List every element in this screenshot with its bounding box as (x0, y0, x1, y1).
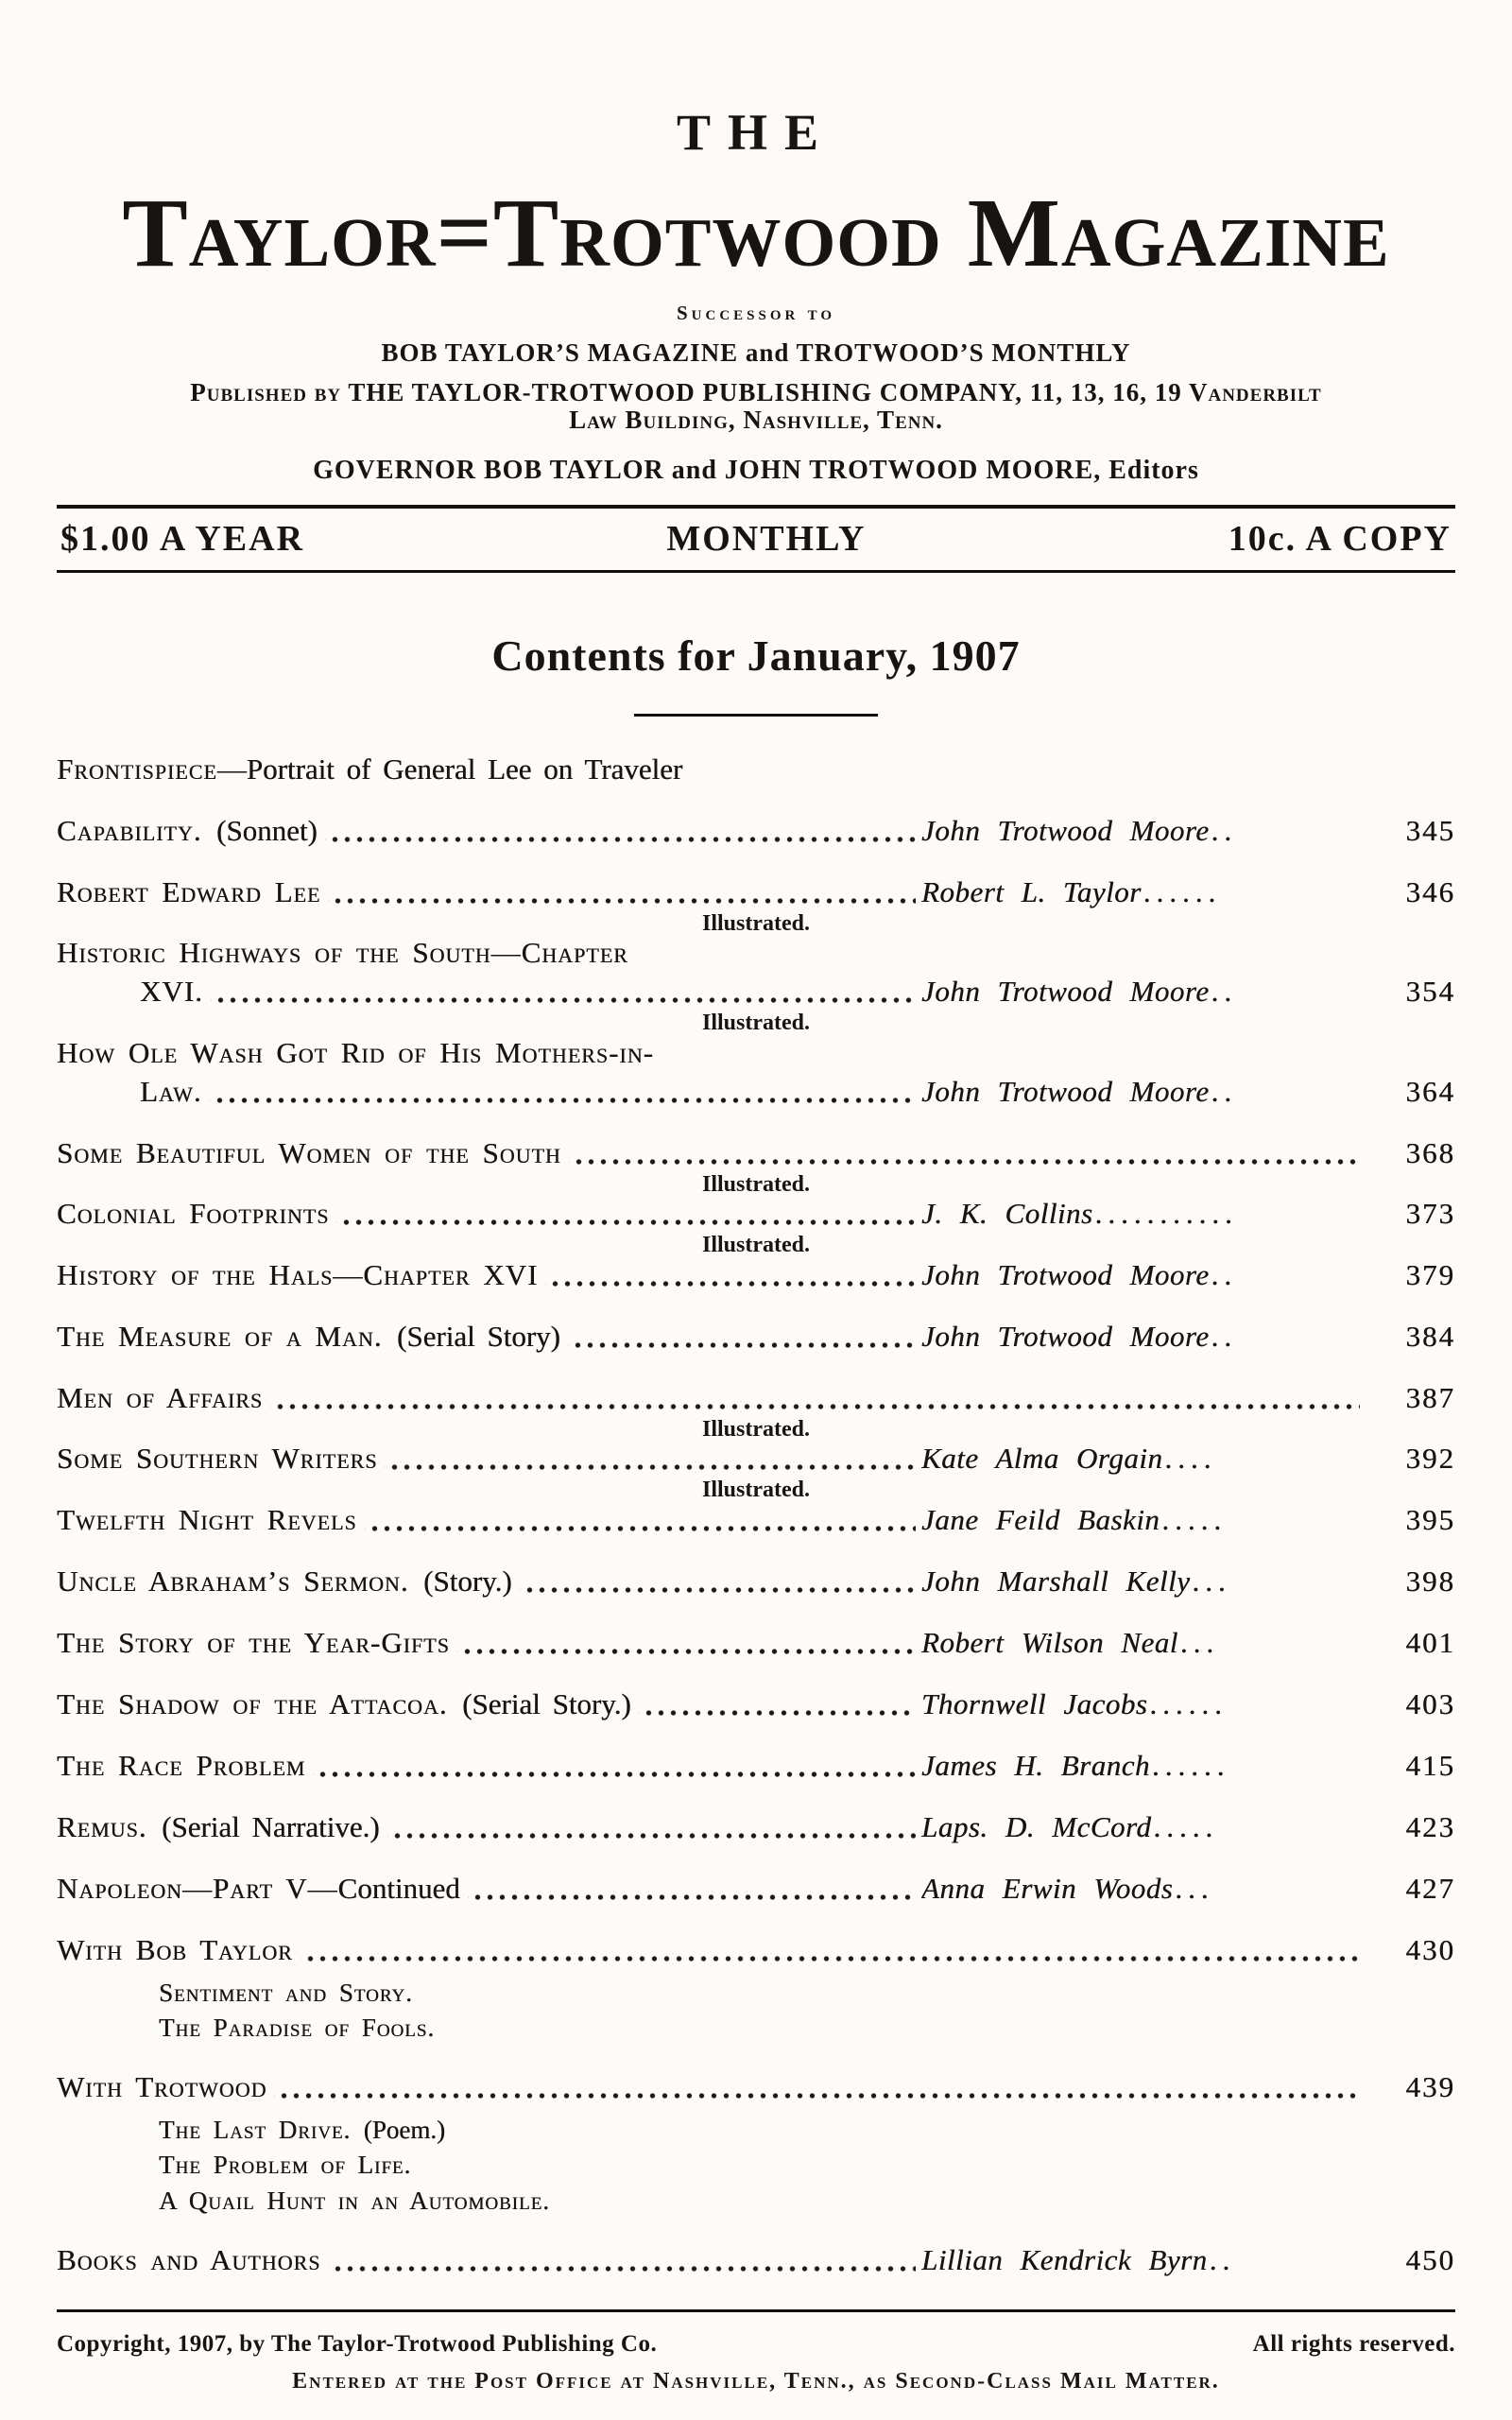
dotted-leader (313, 1749, 916, 1783)
toc-entry-author-zone (921, 2243, 1366, 2277)
toc-entry-page-number: 430 (1405, 1932, 1455, 1966)
toc-entry-title (57, 1075, 202, 1109)
toc-sub-item (159, 1979, 1455, 2008)
toc-entry (57, 1197, 1455, 1259)
toc-entry-page-number: 379 (1405, 1257, 1455, 1291)
dotted-leader (336, 1197, 916, 1231)
toc-entry-title-note: (Serial Story.) (447, 1686, 631, 1720)
toc-entry (57, 1749, 1455, 1783)
toc-entry-row (57, 1503, 1455, 1537)
toc-entry (57, 1136, 1455, 1199)
toc-entry-page-number: 384 (1405, 1319, 1455, 1353)
toc-entry-page-number: 392 (1405, 1442, 1455, 1476)
toc-entry-title-text: Robert Edward Lee (57, 874, 321, 908)
toc-entry-row (57, 1687, 1455, 1721)
dotted-leader (639, 1687, 916, 1721)
toc-entry-author-zone (921, 1320, 1366, 1354)
toc-entry-title-line1: Historic Highways of the South—Chapter (57, 936, 628, 970)
toc-entry-author: J. K. Collins (921, 1197, 1093, 1231)
price-per-year: $1.00 A YEAR (60, 519, 305, 560)
toc-entry-author-zone (921, 1197, 1366, 1231)
dotted-leader (325, 814, 916, 848)
toc-entry-row (57, 2070, 1455, 2104)
toc-entry-title-text: Books and Authors (57, 2243, 321, 2277)
toc-entry-title (57, 1564, 512, 1599)
toc-entry-row (57, 752, 1455, 786)
toc-entry-title-text: With Trotwood (57, 2070, 267, 2104)
toc-sub-text: A Quail Hunt in an Automobile. (159, 2186, 550, 2215)
toc-sub-item (159, 2014, 1455, 2043)
toc-list (57, 752, 1455, 2277)
dotted-leader (457, 1626, 916, 1660)
illustrated-label: Illustrated. (702, 1011, 810, 1036)
toc-entry-author: Robert Wilson Neal (921, 1625, 1178, 1659)
toc-entry-title (57, 1872, 460, 1906)
toc-entry (57, 1933, 1455, 2044)
toc-entry-author: John Trotwood Moore (921, 1319, 1210, 1353)
dotted-leader (468, 1872, 916, 1906)
author-trailing-dots: .... (1164, 1442, 1217, 1476)
toc-entry (57, 1036, 1455, 1109)
author-trailing-dots: ... (1179, 1625, 1220, 1659)
toc-entry-title (57, 975, 203, 1009)
toc-entry-title-text: Remus. (57, 1809, 147, 1843)
toc-entry (57, 1687, 1455, 1721)
toc-entry-row (57, 1810, 1455, 1844)
toc-entry-title-text: The Race Problem (57, 1748, 306, 1782)
toc-entry-author: John Marshall Kelly (921, 1564, 1191, 1598)
toc-entry-author: John Trotwood Moore (921, 1074, 1210, 1108)
toc-entry-title-note: (Serial Story) (382, 1319, 560, 1353)
predecessor-titles: BOB TAYLOR’S MAGAZINE and TROTWOOD’S MONTHLY (381, 337, 1131, 367)
toc-entry-row (57, 1933, 1455, 1967)
dotted-leader (301, 1933, 1360, 1967)
toc-entry-title-text: The Measure of a Man. (57, 1319, 383, 1353)
toc-entry-title (57, 1933, 293, 1967)
dotted-leader (270, 1381, 1360, 1415)
toc-entry-page-number: 354 (1405, 975, 1455, 1009)
toc-entry-title-text: Napoleon—Part V— (57, 1871, 338, 1905)
author-trailing-dots: ...... (1149, 1686, 1228, 1720)
toc-entry-title-text: Some Southern Writers (57, 1442, 378, 1476)
author-trailing-dots: ... (1175, 1871, 1214, 1905)
dotted-leader (328, 2243, 916, 2277)
toc-sub-item (159, 2116, 1455, 2145)
toc-entry-title-text: Men of Affairs (57, 1380, 264, 1414)
toc-entry-title (57, 1320, 560, 1354)
toc-entry-row (57, 2243, 1455, 2277)
toc-entry-author: John Trotwood Moore (921, 1257, 1210, 1291)
divider-rule-bottom (57, 570, 1455, 573)
publisher-line-1: Published by THE TAYLOR-TROTWOOD PUBLISHING COMPANY, 11, 13, 16, 19 Vanderbilt (190, 377, 1322, 406)
toc-entry-title (57, 1687, 631, 1721)
toc-entry (57, 1810, 1455, 1844)
toc-entry-author: Kate Alma Orgain (921, 1442, 1163, 1476)
dotted-leader (274, 2070, 1360, 2104)
toc-entry-page-number: 415 (1405, 1748, 1455, 1782)
toc-entry-row (57, 975, 1455, 1009)
toc-sub-item (159, 2187, 1455, 2216)
toc-entry (57, 1503, 1455, 1537)
toc-entry-title (57, 1626, 450, 1660)
toc-entry (57, 936, 1455, 1037)
dotted-leader (545, 1258, 916, 1292)
toc-entry-title (57, 1442, 377, 1476)
toc-entry-title-note: Continued (337, 1871, 460, 1905)
price-bar (57, 509, 1455, 570)
toc-entry-row (57, 814, 1455, 848)
dotted-leader (385, 1442, 916, 1476)
toc-entry-title (57, 2070, 266, 2104)
author-trailing-dots: .. (1211, 1319, 1237, 1353)
author-trailing-dots: .. (1211, 1257, 1237, 1291)
toc-entry-page-number: 401 (1405, 1625, 1455, 1659)
toc-entry-page-number: 345 (1405, 813, 1455, 847)
toc-sub-note: (Poem.) (351, 2116, 446, 2145)
toc-entry-title (57, 1503, 357, 1537)
toc-entry-title-text: Uncle Abraham’s Sermon. (57, 1564, 409, 1598)
author-trailing-dots: ........... (1094, 1197, 1238, 1231)
toc-entry-title-note: —Portrait of General Lee on Traveler (216, 752, 683, 786)
masthead (57, 106, 1455, 573)
toc-entry-author-zone (921, 1258, 1366, 1292)
toc-entry-title (57, 1749, 305, 1783)
toc-entry-author-zone (921, 975, 1366, 1009)
toc-entry-title-text: Frontispiece (57, 752, 217, 786)
toc-entry-page-number: 395 (1405, 1502, 1455, 1536)
toc-entry-title-text: History of the Hals—Chapter XVI (57, 1257, 539, 1291)
page-footer (57, 2309, 1455, 2394)
toc-entry-title-note: (Serial Narrative.) (146, 1809, 380, 1843)
footer-line (57, 2331, 1455, 2358)
toc-entry-row (57, 1564, 1455, 1599)
contents-heading: Contents for January, 1907 (491, 631, 1021, 681)
author-trailing-dots: .. (1211, 1074, 1237, 1108)
toc-entry-title-line1: How Ole Wash Got Rid of His Mothers-in- (57, 1035, 654, 1069)
author-trailing-dots: ...... (1151, 1748, 1230, 1782)
toc-entry-page-number: 450 (1405, 2243, 1455, 2277)
contents-section (57, 631, 1455, 2277)
toc-entry-author-zone (921, 875, 1366, 909)
toc-entry-page-number: 368 (1405, 1135, 1455, 1169)
dotted-leader (568, 1320, 916, 1354)
dotted-leader (387, 1810, 916, 1844)
toc-entry-row (57, 1320, 1455, 1354)
toc-entry (57, 814, 1455, 848)
toc-entry-author-zone (921, 1626, 1366, 1660)
dotted-leader (569, 1136, 1360, 1170)
toc-entry (57, 1320, 1455, 1354)
magazine-title: Taylor=Trotwood Magazine (122, 178, 1390, 287)
toc-entry (57, 2243, 1455, 2277)
toc-sub-text: Sentiment and Story. (159, 1978, 413, 2007)
toc-entry-row (57, 1626, 1455, 1660)
illustrated-label: Illustrated. (702, 1416, 810, 1442)
toc-entry-author-zone (921, 1749, 1366, 1783)
toc-entry (57, 752, 1455, 786)
toc-entry-row (57, 1258, 1455, 1292)
masthead-the: THE (676, 104, 836, 161)
author-trailing-dots: .. (1211, 975, 1237, 1009)
toc-entry-title-note: (Sonnet) (201, 813, 318, 847)
toc-entry-title-text: The Shadow of the Attacoa. (57, 1686, 448, 1720)
toc-entry-author: John Trotwood Moore (921, 975, 1210, 1009)
toc-entry-author: James H. Branch (921, 1748, 1150, 1782)
toc-entry-title (57, 875, 320, 909)
toc-entry-page-number: 364 (1405, 1074, 1455, 1108)
toc-entry-title (57, 1136, 561, 1170)
toc-entry-title-text: With Bob Taylor (57, 1932, 293, 1966)
toc-entry-title-note: (Story.) (408, 1564, 512, 1598)
toc-entry-page-number: 398 (1405, 1564, 1455, 1598)
toc-entry (57, 2070, 1455, 2216)
toc-entry-page-number: 427 (1405, 1871, 1455, 1905)
toc-entry-page-number: 403 (1405, 1686, 1455, 1720)
toc-entry-author: John Trotwood Moore (921, 813, 1210, 847)
toc-entry-title (57, 1197, 329, 1231)
toc-entry-row (57, 1749, 1455, 1783)
toc-entry (57, 1626, 1455, 1660)
toc-entry (57, 1442, 1455, 1504)
illustrated-label: Illustrated. (702, 1171, 810, 1197)
toc-entry-author: Jane Feild Baskin (921, 1502, 1160, 1536)
toc-entry-row (57, 1075, 1455, 1109)
toc-entry-title (57, 1810, 380, 1844)
toc-entry-page-number: 346 (1405, 874, 1455, 908)
toc-entry-author-zone (921, 1810, 1366, 1844)
toc-entry-title-text: The Story of the Year-Gifts (57, 1625, 450, 1659)
toc-entry-title-text: XVI. (140, 975, 203, 1009)
frequency-label: MONTHLY (666, 519, 867, 560)
toc-entry-row (57, 1442, 1455, 1476)
author-trailing-dots: ..... (1153, 1809, 1219, 1843)
toc-entry-title-text: Colonial Footprints (57, 1197, 330, 1231)
illustrated-label: Illustrated. (702, 1478, 810, 1503)
toc-entry (57, 1564, 1455, 1599)
toc-entry-page-number: 439 (1405, 2070, 1455, 2104)
dotted-leader (520, 1564, 916, 1599)
dotted-leader (210, 1075, 916, 1109)
toc-entry-author-zone (921, 1564, 1366, 1599)
toc-entry-author-zone (921, 1503, 1366, 1537)
toc-entry-title (57, 814, 318, 848)
illustrated-label: Illustrated. (702, 910, 810, 936)
toc-entry-author-zone (921, 1442, 1366, 1476)
publisher-line-2: Law Building, Nashville, Tenn. (569, 406, 943, 435)
toc-entry-author-zone (921, 1687, 1366, 1721)
successor-line: Successor to (676, 301, 836, 324)
toc-entry-row (57, 1136, 1455, 1170)
toc-entry-page-number: 373 (1405, 1197, 1455, 1231)
author-trailing-dots: ..... (1161, 1502, 1228, 1536)
illustrated-label: Illustrated. (702, 1233, 810, 1258)
toc-entry-page-number: 387 (1405, 1380, 1455, 1414)
toc-entry-row (57, 1197, 1455, 1231)
toc-entry-author-zone (921, 814, 1366, 848)
toc-entry-title-text: Capability. (57, 813, 202, 847)
toc-entry-row (57, 1872, 1455, 1906)
toc-entry-title-text: Twelfth Night Revels (57, 1502, 357, 1536)
editors-line: GOVERNOR BOB TAYLOR and JOHN TROTWOOD MOORE, Editors (313, 456, 1199, 486)
toc-entry (57, 875, 1455, 938)
toc-entry-title (57, 1381, 263, 1415)
rights-notice: All rights reserved. (1252, 2331, 1455, 2357)
toc-entry-row (57, 875, 1455, 909)
copyright-notice: Copyright, 1907, by The Taylor-Trotwood Publishing Co. (57, 2331, 658, 2357)
toc-entry-author: Lillian Kendrick Byrn (921, 2243, 1208, 2277)
toc-entry-title-text: Law. (140, 1074, 202, 1108)
dotted-leader (211, 975, 916, 1009)
dotted-leader (365, 1503, 916, 1537)
author-trailing-dots: .. (1211, 813, 1237, 847)
contents-heading-rule (634, 714, 878, 717)
toc-entry-row (57, 1381, 1455, 1415)
toc-entry (57, 1872, 1455, 1906)
toc-sub-text: The Paradise of Fools. (159, 2013, 436, 2042)
toc-entry-title (57, 2243, 320, 2277)
toc-entry-author: Robert L. Taylor (921, 874, 1142, 908)
toc-entry (57, 1381, 1455, 1443)
toc-entry-title (57, 1258, 538, 1292)
price-per-copy: 10c. A COPY (1228, 519, 1452, 560)
author-trailing-dots: ... (1192, 1564, 1231, 1598)
toc-sub-item (159, 2151, 1455, 2180)
toc-entry-author: Thornwell Jacobs (921, 1686, 1148, 1720)
toc-entry-title-text: Some Beautiful Women of the South (57, 1135, 561, 1169)
toc-entry-author: Anna Erwin Woods (921, 1871, 1174, 1905)
toc-entry-author-zone (921, 1075, 1366, 1109)
toc-sub-text: The Problem of Life. (159, 2151, 412, 2180)
toc-entry-page-number: 423 (1405, 1809, 1455, 1843)
dotted-leader (328, 875, 916, 909)
toc-entry-title (57, 752, 682, 786)
author-trailing-dots: ...... (1143, 874, 1222, 908)
author-trailing-dots: .. (1209, 2243, 1236, 2277)
toc-sub-text: The Last Drive. (159, 2116, 352, 2145)
footer-rule (57, 2309, 1455, 2312)
toc-entry (57, 1258, 1455, 1292)
postal-entry-notice: Entered at the Post Office at Nashville, Tenn., as Second-Class Mail Matter. (292, 2369, 1220, 2394)
toc-entry-author-zone (921, 1872, 1366, 1906)
toc-entry-author: Laps. D. McCord (921, 1809, 1152, 1843)
